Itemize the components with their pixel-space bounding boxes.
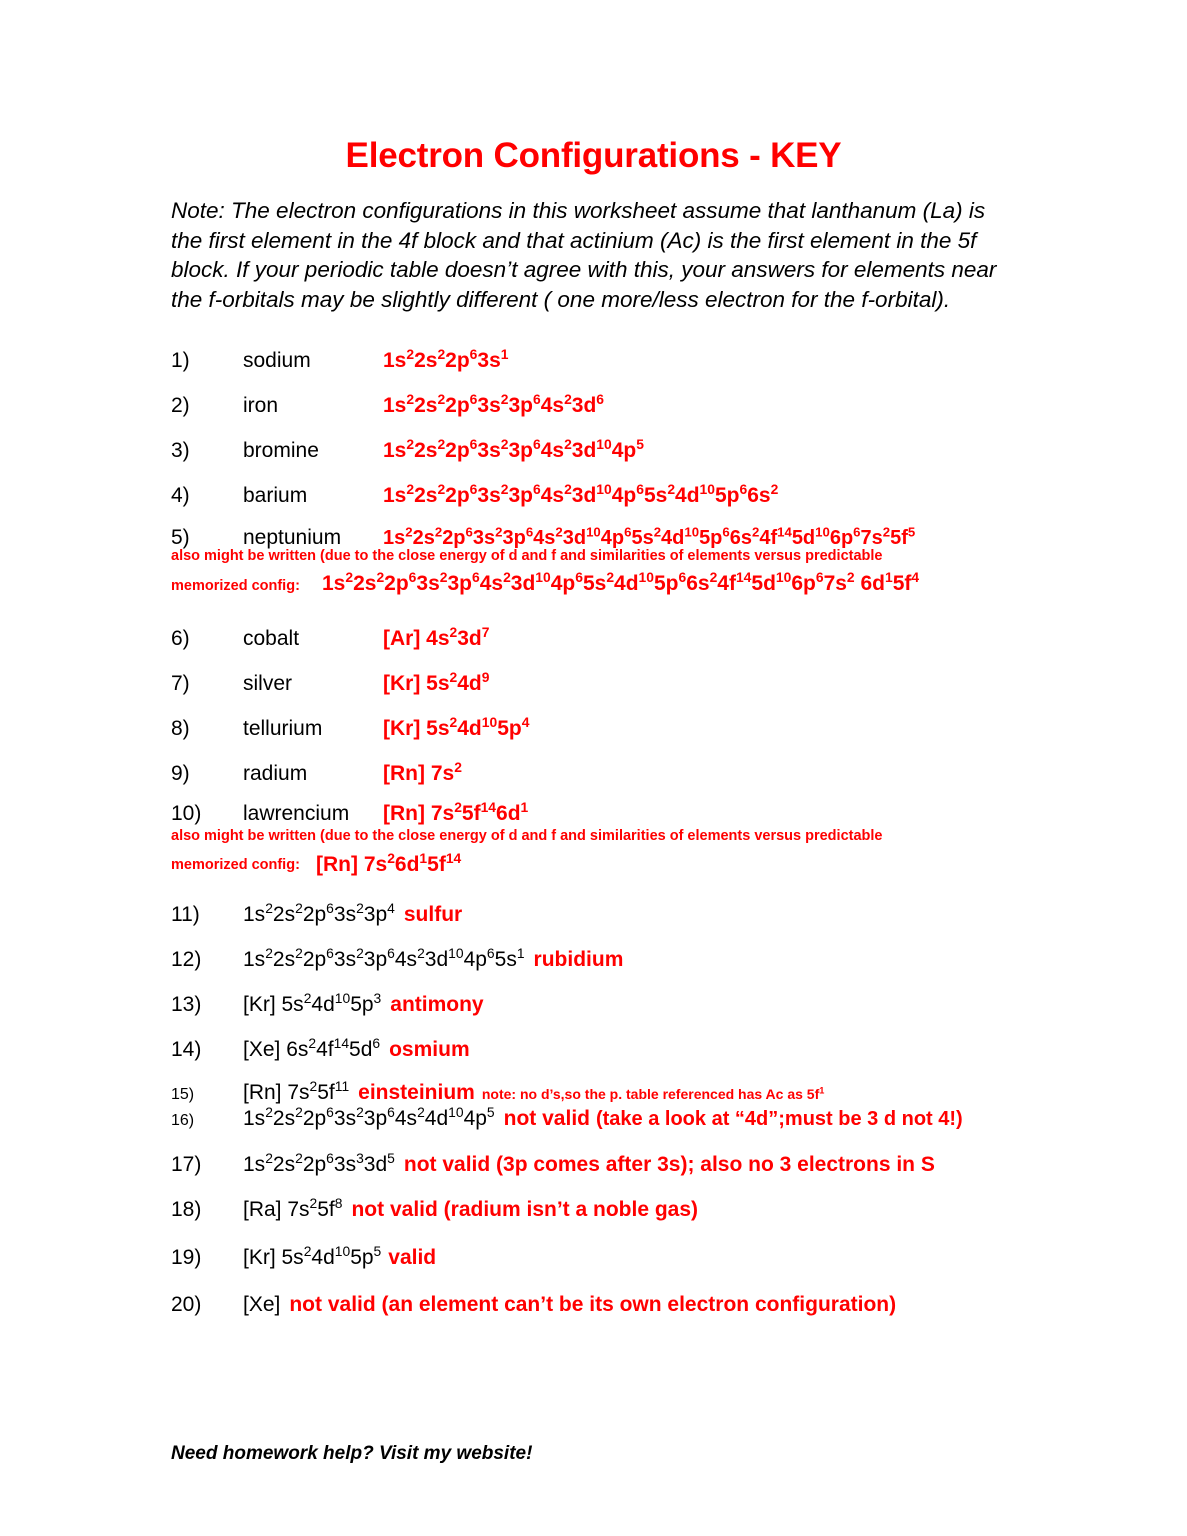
answer-label: valid [388, 1246, 437, 1269]
electron-configuration: [Kr] $5s^24d^9$ [383, 669, 490, 695]
item-number: 10) [171, 802, 202, 825]
answer-label: not valid (radium isn’t a noble gas) [351, 1198, 699, 1221]
answer-label: osmium [389, 1038, 470, 1061]
item-number: 18) [171, 1198, 202, 1221]
element-name: silver [243, 672, 293, 695]
electron-configuration: [Kr] $5s^24d^{10}5p^3$ [243, 990, 382, 1016]
item-number: 16) [171, 1112, 195, 1129]
item-row-4 [171, 483, 1181, 509]
answer-label: einsteinium [358, 1081, 475, 1104]
electron-configuration: $1s^22s^22p^63s^33d^5$ [243, 1150, 395, 1176]
element-name: lawrencium [243, 802, 350, 825]
lawrencium-alt-note-line: also might be written (due to the close energy of d and f and similarities of elements versus predictable [171, 828, 883, 844]
electron-configuration: [Rn] $7s^25f^{14}6d^1$ [383, 799, 529, 825]
item-row-9 [171, 761, 1181, 787]
item-row-2 [171, 393, 1181, 419]
answer-label: antimony [390, 993, 484, 1016]
item-row-18 [171, 1197, 1181, 1223]
electron-configuration: [Xe] [243, 1293, 281, 1316]
electron-configuration: [Kr] $5s^24d^{10}5p^5$ [243, 1243, 382, 1269]
element-name: cobalt [243, 627, 300, 650]
item-row-3 [171, 438, 1181, 464]
element-name: bromine [243, 439, 319, 462]
element-name: neptunium [243, 526, 342, 549]
item-row-17 [171, 1152, 1181, 1178]
item-number: 17) [171, 1153, 202, 1176]
electron-configuration: [Ra] $7s^25f^8$ [243, 1195, 343, 1221]
item-number: 6) [171, 627, 190, 650]
electron-configuration: [Kr] $5s^24d^{10}5p^4$ [383, 714, 530, 740]
item-number: 20) [171, 1293, 202, 1316]
electron-configuration: [Rn] $7s^2$ [383, 759, 462, 785]
item-number: 2) [171, 394, 190, 417]
item-number: 14) [171, 1038, 202, 1061]
electron-configuration: $1s^22s^22p^63s^23p^4$ [243, 900, 395, 926]
electron-configuration: [Rn] $7s^25f^{11}$ [243, 1078, 350, 1104]
item-row-16 [171, 1106, 1181, 1134]
item-number: 4) [171, 484, 190, 507]
intro-note: Note: The electron configurations in this worksheet assume that lanthanum (La) is the first element in the 4f block and that actinium (Ac) is the first element in the 5f block. If your periodic table doesn’t agree with this, your answers for elements near the f-orbitals may be slightly different ( one more/less electron for the f-orbital). [171, 198, 997, 312]
item-number: 13) [171, 993, 202, 1016]
item-number: 3) [171, 439, 190, 462]
electron-configuration: [Xe] $6s^24f^{14}5d^6$ [243, 1035, 381, 1061]
lawrencium-memorized-config-label: memorized config: [171, 857, 300, 873]
neptunium-memorized-config: $1s^22s^22p^63s^23p^64s^23d^{10}4p^65s^24d^{10}5p^66s^24f^{14}5d^{10}6p^67s^2$ $6d^15f^4$ [322, 569, 920, 595]
item-row-12 [171, 947, 1181, 973]
item-number: 9) [171, 762, 190, 785]
element-name: sodium [243, 349, 311, 372]
answer-label: not valid (3p comes after 3s); also no 3 electrons in S [403, 1153, 935, 1176]
electron-configuration: $1s^22s^22p^63s^1$ [383, 346, 509, 372]
element-name: tellurium [243, 717, 323, 740]
item-row-15 [171, 1080, 1181, 1108]
electron-configuration: $1s^22s^22p^63s^23p^64s^23d^{10}4p^65s^1$ [243, 945, 525, 971]
item-number: 19) [171, 1246, 202, 1269]
item-row-8 [171, 716, 1181, 742]
electron-configuration: [Ar] $4s^23d^7$ [383, 624, 490, 650]
item-number: 7) [171, 672, 190, 695]
electron-configuration: $1s^22s^22p^63s^23p^64s^23d^{10}4p^65s^24d^{10}5p^66s^2$ [383, 481, 779, 507]
page-title: Electron Configurations - KEY [345, 136, 842, 175]
item-row-13 [171, 992, 1181, 1018]
element-name: barium [243, 484, 308, 507]
item-number: 15) [171, 1086, 195, 1103]
item-row-7 [171, 671, 1181, 697]
lawrencium-memorized-config: [Rn] $7s^26d^15f^{14}$ [316, 850, 462, 876]
answer-label: not valid [503, 1107, 590, 1130]
item-row-19 [171, 1245, 1181, 1271]
item-row-6 [171, 626, 1181, 652]
answer-label: not valid (an element can’t be its own electron configuration) [289, 1293, 897, 1316]
item-row-1 [171, 348, 1181, 374]
item-15-side-note: note: no d’s,so the p. table referenced has Ac as $5f^1$ [481, 1085, 825, 1102]
item-row-11 [171, 902, 1181, 928]
item-row-10 [171, 801, 1181, 827]
electron-configuration: $1s^22s^22p^63s^23p^64s^23d^{10}4p^65s^24d^{10}5p^66s^24f^{14}5d^{10}6p^67s^25f^5$ [383, 524, 916, 549]
neptunium-alt-note-line: also might be written (due to the close energy of d and f and similarities of elements versus predictable [171, 548, 883, 564]
item-number: 11) [171, 903, 200, 926]
item-number: 8) [171, 717, 190, 740]
element-name: iron [243, 394, 279, 417]
answer-label: rubidium [533, 948, 624, 971]
item-number: 1) [171, 349, 190, 372]
electron-configuration: $1s^22s^22p^63s^23p^64s^23d^{10}4p^5$ [383, 436, 644, 462]
item-number: 12) [171, 948, 202, 971]
answer-label: sulfur [403, 903, 463, 926]
item-number: 5) [171, 526, 190, 549]
footer-note: Need homework help? Visit my website! [171, 1443, 533, 1464]
electron-configuration: $1s^22s^22p^63s^23p^64s^24d^{10}4p^5$ [243, 1104, 495, 1130]
item-row-14 [171, 1037, 1181, 1063]
electron-configuration: $1s^22s^22p^63s^23p^64s^23d^6$ [383, 391, 605, 417]
item-row-20 [171, 1292, 1181, 1318]
item-16-side-note: (take a look at “4d”;must be 3 d not 4!) [595, 1108, 963, 1130]
element-name: radium [243, 762, 308, 785]
neptunium-memorized-config-label: memorized config: [171, 578, 300, 594]
